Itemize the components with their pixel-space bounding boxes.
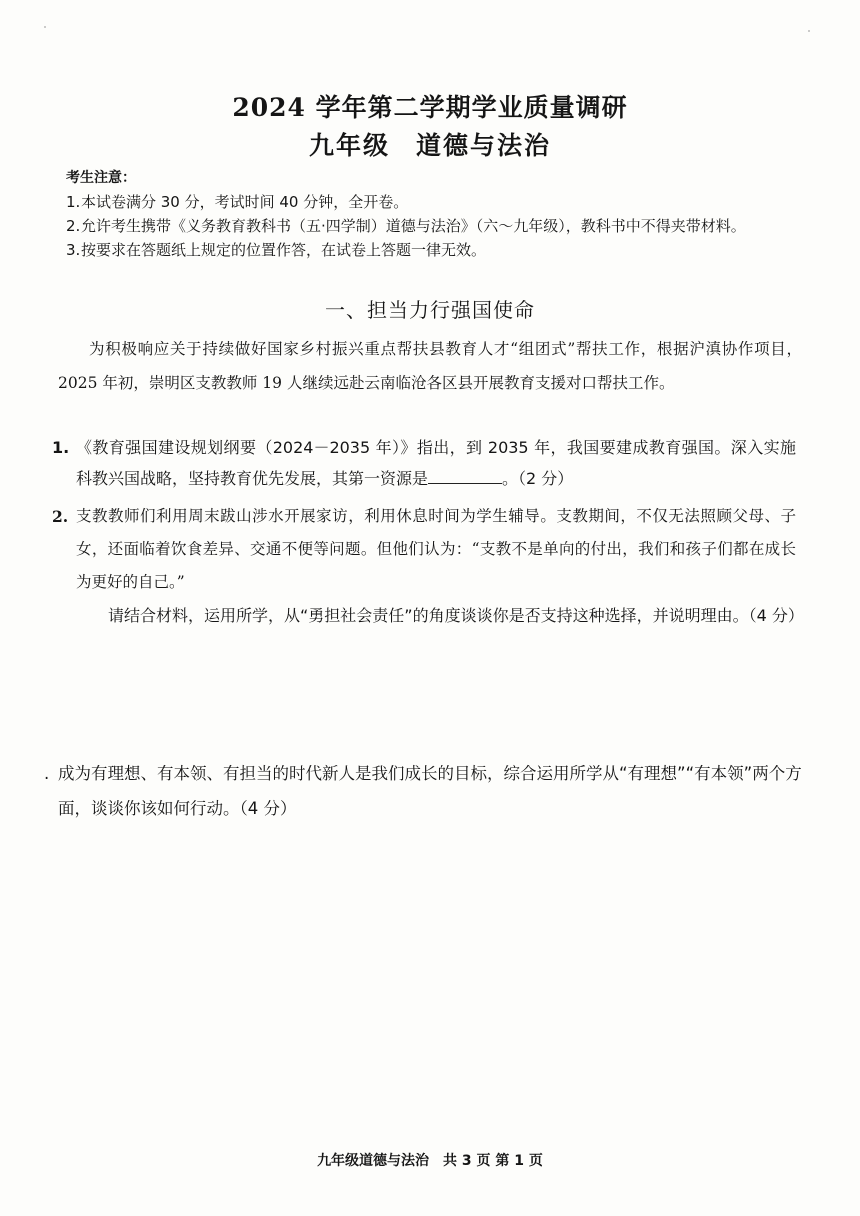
question-1 (52, 432, 796, 494)
question-3 (44, 756, 804, 826)
candidate-notice (66, 166, 796, 262)
grade-label: 九年级 (308, 131, 390, 160)
section-title: 一、担当力行强国使命 (325, 298, 535, 322)
question-material: 支教教师们利用周末跋山涉水开展家访，利用休息时间为学生辅导。支教期间，不仅无法照顾父母、子女，还面临着饮食差异、交通不便等问题。但他们认为：“支教不是单向的付出，我们和孩子们都在成长为更好的自己。” (76, 507, 796, 591)
scan-speck (808, 30, 810, 32)
notice-item-number: 1. (66, 193, 81, 211)
question-prompt: 请结合材料，运用所学，从“勇担社会责任”的角度谈谈你是否支持这种选择，并说明理由。（4 分） (108, 606, 804, 625)
question-number: 1. (52, 438, 70, 457)
notice-item-text: 本试卷满分 30 分，考试时间 40 分钟，全开卷。 (81, 193, 409, 211)
answer-blank (428, 469, 502, 484)
notice-item-number: 2. (66, 217, 81, 235)
question-text-after-blank: 。（2 分） (502, 469, 574, 488)
notice-item (66, 214, 796, 238)
question-number: . (44, 764, 50, 783)
question-number: 2. (52, 507, 69, 526)
question-text-before-blank: 《教育强国建设规划纲要（2024－2035 年）》指出，到 2035 年，我国要建成教育强国。深入实施科教兴国战略，坚持教育优先发展，其第一资源是 (76, 438, 796, 488)
question-text: 成为有理想、有本领、有担当的时代新人是我们成长的目标，综合运用所学从“有理想”“有本领”两个方面，谈谈你该如何行动。（4 分） (58, 764, 802, 818)
question-2 (52, 500, 804, 632)
notice-item-text: 允许考生携带《义务教育教科书（五·四学制）道德与法治》（六～九年级），教科书中不得夹带材料。 (81, 217, 746, 235)
notice-item (66, 190, 796, 214)
notice-heading: 考生注意： (66, 170, 136, 186)
notice-item (66, 238, 796, 262)
question-text (52, 432, 796, 494)
page-footer: 九年级道德与法治 共 3 页 第 1 页 (317, 1153, 543, 1169)
exam-title: 2024 学年第二学期学业质量调研 (232, 93, 628, 122)
notice-item-text: 按要求在答题纸上规定的位置作答，在试卷上答题一律无效。 (81, 241, 487, 259)
exam-subtitle (0, 126, 860, 162)
scan-speck (44, 26, 46, 28)
subject-label: 道德与法治 (416, 131, 552, 160)
notice-item-number: 3. (66, 241, 81, 259)
section-material: 为积极响应关于持续做好国家乡村振兴重点帮扶县教育人才“组团式”帮扶工作，根据沪滇协作项目，2025 年初，崇明区支教教师 19 人继续远赴云南临沧各区县开展教育支援对口帮扶工作。 (58, 340, 802, 392)
